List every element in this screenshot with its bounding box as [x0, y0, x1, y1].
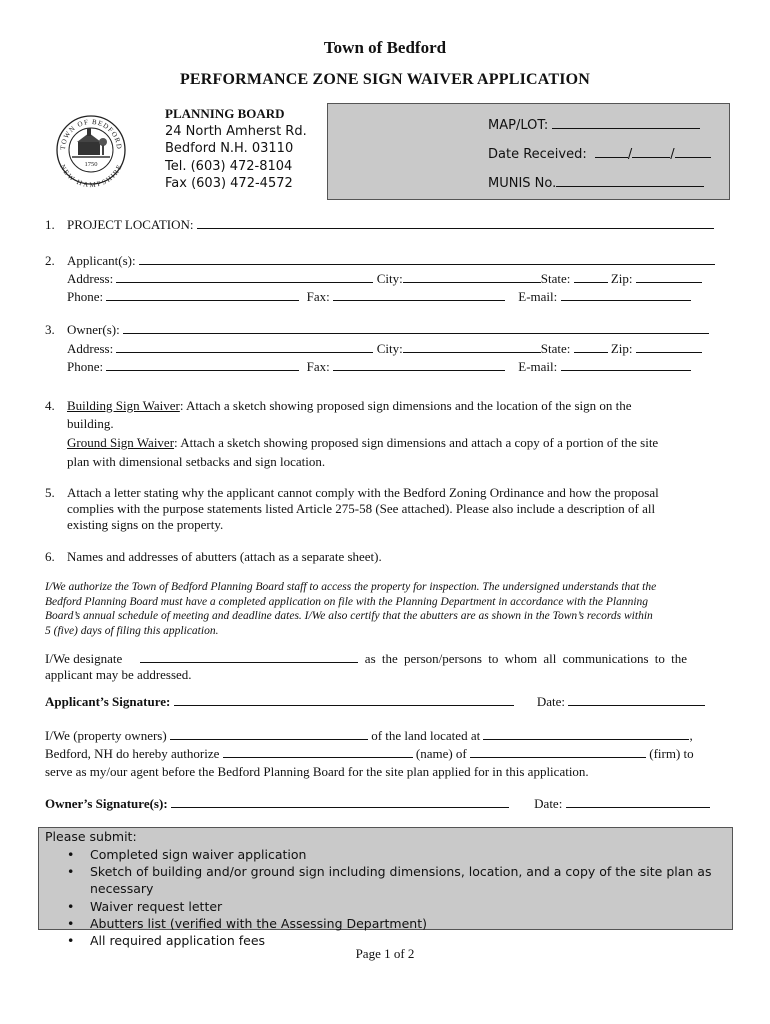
applicants-label: Applicant(s):: [67, 253, 136, 268]
item-number: 3.: [45, 322, 55, 337]
item-number: 1.: [45, 217, 55, 232]
designate-text-cont: applicant may be addressed.: [45, 667, 192, 682]
owner-state-label: State:: [540, 341, 571, 356]
applicant-zip-label: Zip:: [610, 271, 633, 286]
applicant-phone-field[interactable]: [106, 288, 299, 301]
agent-name-label: (name) of: [415, 746, 467, 761]
submission-checklist: [38, 827, 733, 949]
board-tel: Tel. (603) 472-8104: [165, 158, 293, 174]
submission-heading: Please submit:: [45, 829, 137, 844]
applicant-fax-field[interactable]: [333, 288, 505, 301]
agent-text: serve as my/our agent before the Bedford Planning Board for the site plan applied for in this application.: [45, 764, 589, 779]
board-street: 24 North Amherst Rd.: [165, 123, 307, 139]
date-received-day[interactable]: [632, 145, 670, 158]
munis-label: MUNIS No.: [488, 176, 557, 191]
item-number: 6.: [45, 549, 55, 564]
applicant-state-field[interactable]: [574, 270, 608, 283]
owner-signature-label: Owner’s Signature(s):: [45, 796, 168, 811]
applicant-email-field[interactable]: [561, 288, 691, 301]
owner-date-label: Date:: [534, 796, 563, 811]
owner-state-field[interactable]: [574, 340, 608, 353]
building-waiver-text: : Attach a sketch showing proposed sign dimensions and the location of the sign on the: [179, 398, 632, 413]
item-number: 5.: [45, 485, 55, 500]
town-title: Town of Bedford: [323, 38, 447, 57]
board-city: Bedford N.H. 03110: [165, 141, 294, 156]
item-number: 2.: [45, 253, 55, 268]
planning-board-address: [165, 105, 307, 193]
authorization-line-4: 5 (five) days of filing this application.: [45, 624, 219, 637]
ground-waiver-label: Ground Sign Waiver: [67, 435, 175, 450]
agent-land-label: of the land located at: [371, 728, 481, 743]
munis-field[interactable]: [556, 174, 704, 187]
designate-text: as the person/persons to whom all communications to the: [364, 651, 688, 666]
planning-board-heading: PLANNING BOARD: [165, 106, 285, 121]
form-title: PERFORMANCE ZONE SIGN WAIVER APPLICATION: [179, 71, 591, 88]
list-item: • All required application fees: [61, 932, 732, 949]
item-number: 4.: [45, 398, 55, 413]
applicant-date-field[interactable]: [568, 693, 705, 706]
owner-address-field[interactable]: [116, 340, 373, 353]
agent-authorize-label: Bedford, NH do hereby authorize: [45, 746, 220, 761]
owner-phone-label: Phone:: [67, 359, 104, 374]
applicant-state-label: State:: [540, 271, 571, 286]
applicant-date-label: Date:: [536, 694, 565, 709]
date-received-label: Date Received:: [488, 147, 587, 162]
applicant-fax-label: Fax:: [306, 289, 330, 304]
land-location-field[interactable]: [483, 727, 689, 740]
owner-city-field[interactable]: [403, 340, 541, 353]
date-separator: /: [670, 147, 675, 162]
owner-fax-field[interactable]: [333, 358, 505, 371]
applicant-city-field[interactable]: [403, 270, 541, 283]
owners-field[interactable]: [123, 321, 709, 334]
project-location-label: PROJECT LOCATION:: [67, 217, 194, 232]
applicant-signature-label: Applicant’s Signature:: [45, 694, 171, 709]
owners-label: Owner(s):: [67, 322, 120, 337]
letter-text-3: existing signs on the property.: [67, 517, 224, 532]
applicant-zip-field[interactable]: [636, 270, 702, 283]
abutters-text: Names and addresses of abutters (attach as a separate sheet).: [67, 549, 382, 564]
map-lot-field[interactable]: [552, 116, 700, 129]
town-seal: [56, 112, 126, 188]
page-number: Page 1 of 2: [355, 946, 415, 961]
letter-text-1: Attach a letter stating why the applicant cannot comply with the Bedford Zoning Ordinance and how the proposal: [67, 485, 659, 500]
owner-signature-field[interactable]: [171, 795, 509, 808]
agent-comma: ,: [689, 728, 693, 743]
list-item: • Waiver request letter: [61, 898, 732, 915]
project-location-field[interactable]: [197, 216, 714, 229]
list-item: • Sketch of building and/or ground sign including dimensions, location, and a copy of the site plan as necessary: [61, 863, 732, 897]
owner-city-label: City:: [376, 341, 403, 356]
owner-email-field[interactable]: [561, 358, 691, 371]
agent-name-field[interactable]: [223, 745, 413, 758]
board-fax: Fax (603) 472-4572: [165, 176, 293, 191]
submission-list: [61, 846, 732, 949]
applicant-email-label: E-mail:: [518, 289, 558, 304]
date-received-month[interactable]: [595, 145, 628, 158]
authorization-line-2: Bedford Planning Board must have a completed application on file with the Planning Department in accordance with the Planning: [45, 595, 649, 608]
applicant-phone-label: Phone:: [67, 289, 104, 304]
seal-top-text: TOWN OF BEDFORD: [58, 117, 124, 151]
applicants-field[interactable]: [139, 252, 715, 265]
designate-label: I/We designate: [45, 651, 123, 666]
seal-year: 1750: [84, 161, 98, 168]
letter-text-2: complies with the purpose statements listed Article 275-58 (See attached). Please also include a description of all: [67, 501, 656, 516]
date-separator: /: [627, 147, 633, 162]
authorization-line-1: I/We authorize the Town of Bedford Planning Board staff to access the property for inspection. The undersigned understands that the: [45, 581, 657, 593]
property-owners-field[interactable]: [170, 727, 368, 740]
date-received-year[interactable]: [675, 145, 711, 158]
ground-waiver-text: : Attach a sketch showing proposed sign dimensions and attach a copy of a portion of the site: [174, 435, 659, 450]
owner-fax-label: Fax:: [306, 359, 330, 374]
applicant-signature-field[interactable]: [174, 693, 514, 706]
applicant-city-label: City:: [376, 271, 403, 286]
authorization-line-3: Board’s annual schedule of meeting and deadline dates. I/We also certify that the abutters are as shown in the Town’s records within: [45, 610, 653, 622]
designee-field[interactable]: [140, 650, 358, 663]
building-waiver-text-cont: building.: [67, 416, 114, 431]
list-item: • Abutters list (verified with the Assessing Department): [61, 915, 732, 932]
agent-firm-label: (firm) to: [649, 746, 694, 761]
list-item: • Completed sign waiver application: [61, 846, 732, 863]
building-waiver-label: Building Sign Waiver: [67, 398, 180, 413]
agent-firm-field[interactable]: [470, 745, 646, 758]
owner-phone-field[interactable]: [106, 358, 299, 371]
owner-zip-field[interactable]: [636, 340, 702, 353]
applicant-address-label: Address:: [67, 271, 114, 286]
owner-zip-label: Zip:: [610, 341, 633, 356]
seal-bottom-text: NEW HAMPSHIRE: [58, 163, 124, 188]
agent-owners-label: I/We (property owners): [45, 728, 167, 743]
owner-address-label: Address:: [67, 341, 114, 356]
applicant-address-field[interactable]: [116, 270, 373, 283]
ground-waiver-text-cont: plan with dimensional setbacks and sign location.: [67, 454, 326, 469]
owner-email-label: E-mail:: [518, 359, 558, 374]
map-lot-label: MAP/LOT:: [488, 118, 549, 133]
owner-date-field[interactable]: [566, 795, 710, 808]
office-use-box: [327, 103, 730, 200]
